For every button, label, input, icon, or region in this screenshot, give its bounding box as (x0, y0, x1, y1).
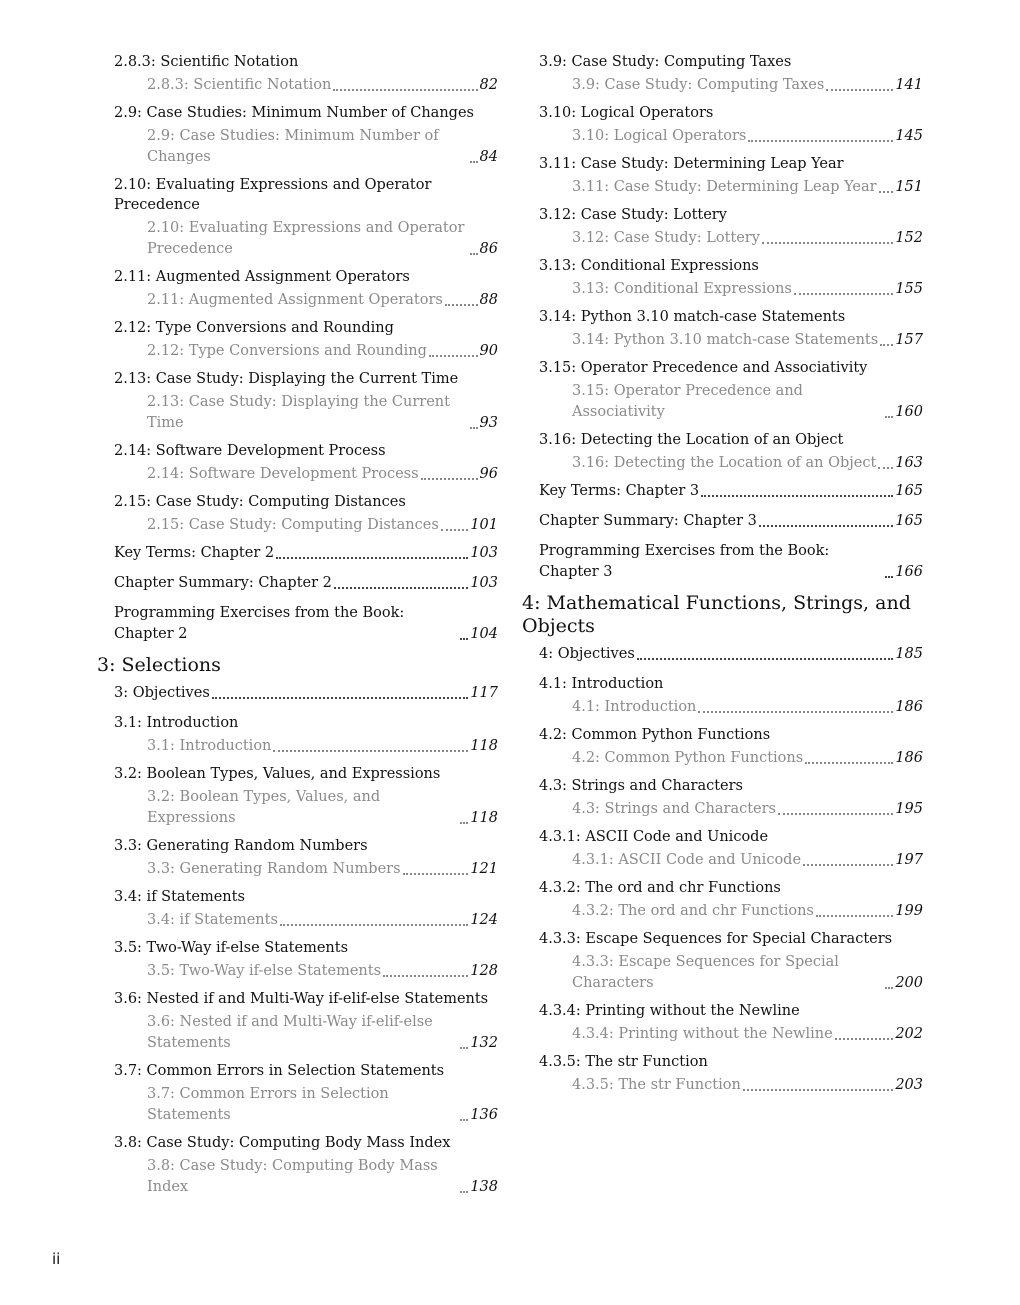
toc-entry-label: 4.1: Introduction (572, 699, 697, 715)
section-title: 3.13: Conditional Expressions (539, 258, 759, 274)
toc-page-number: 186 (895, 750, 923, 766)
dot-leader (470, 161, 478, 163)
toc-section (97, 267, 498, 311)
toc-page-number: 86 (479, 241, 498, 257)
section-title: 3.3: Generating Random Numbers (114, 838, 368, 854)
toc-section (97, 492, 498, 536)
toc-entry[interactable] (97, 1156, 498, 1198)
toc-entry-label: 4.3.1: ASCII Code and Unicode (572, 852, 802, 868)
toc-entry[interactable] (97, 961, 498, 982)
toc-page-number: 103 (470, 575, 498, 591)
toc-section (97, 1133, 498, 1198)
toc-entry[interactable] (97, 126, 498, 168)
toc-entry[interactable] (522, 177, 923, 198)
toc-section (97, 175, 498, 260)
toc-entry[interactable] (522, 511, 923, 532)
toc-page-number: 84 (479, 149, 498, 165)
dot-leader (880, 344, 893, 346)
toc-page-number: 117 (470, 685, 498, 701)
toc-page-number: 88 (479, 292, 498, 308)
section-title: 2.12: Type Conversions and Rounding (114, 320, 394, 336)
dot-leader (698, 711, 893, 713)
dot-leader (212, 697, 469, 699)
toc-page-number: 121 (470, 861, 498, 877)
toc-entry[interactable] (97, 603, 498, 645)
toc-entry-label: 3.9: Case Study: Computing Taxes (572, 77, 825, 93)
toc-page-number: 195 (895, 801, 923, 817)
toc-section (97, 369, 498, 434)
chapter-heading: 4: Mathematical Functions, Strings, and Objects (522, 592, 911, 637)
dot-leader (701, 495, 893, 497)
toc-page-number: 101 (470, 517, 498, 533)
dot-leader (280, 924, 468, 926)
toc-page-number: 90 (479, 343, 498, 359)
toc-entry[interactable] (97, 392, 498, 434)
toc-entry-label: 3.13: Conditional Expressions (572, 281, 792, 297)
toc-entry-label: 3.16: Detecting the Location of an Object (572, 455, 877, 471)
toc-entry[interactable] (97, 910, 498, 931)
toc-entry[interactable] (522, 541, 923, 583)
toc-section (97, 1061, 498, 1126)
toc-left-column (97, 50, 498, 1205)
toc-entry-label: Key Terms: Chapter 3 (539, 483, 700, 499)
section-title: 3.11: Case Study: Determining Leap Year (539, 156, 844, 172)
toc-page-number: 165 (895, 483, 923, 499)
toc-page-number: 141 (895, 77, 923, 93)
toc-page-number: 155 (895, 281, 923, 297)
toc-entry-label: 4.3.5: The str Function (572, 1077, 741, 1093)
toc-entry-label: 2.8.3: Scientific Notation (147, 77, 332, 93)
section-title: 4.3.1: ASCII Code and Unicode (539, 829, 769, 845)
section-title: 4.3: Strings and Characters (539, 778, 743, 794)
dot-leader (273, 750, 468, 752)
section-title: 4.2: Common Python Functions (539, 727, 771, 743)
toc-entry[interactable] (97, 515, 498, 536)
section-title: 2.14: Software Development Process (114, 443, 386, 459)
section-title: 3.2: Boolean Types, Values, and Expressions (114, 766, 441, 782)
toc-section (522, 103, 923, 147)
dot-leader (762, 242, 893, 244)
toc-right-column (522, 50, 923, 1103)
toc-section (97, 764, 498, 829)
dot-leader (441, 529, 469, 531)
dot-leader (826, 89, 893, 91)
section-title: 4.1: Introduction (539, 676, 664, 692)
dot-leader (778, 813, 893, 815)
toc-entry[interactable] (522, 1075, 923, 1096)
toc-entry[interactable] (522, 126, 923, 147)
section-title: 3.7: Common Errors in Selection Statements (114, 1063, 445, 1079)
dot-leader (460, 1191, 468, 1193)
toc-entry-label: 3.3: Generating Random Numbers (147, 861, 401, 877)
dot-leader (383, 975, 468, 977)
section-title: 4.3.5: The str Function (539, 1054, 708, 1070)
toc-entry[interactable] (522, 381, 923, 423)
toc-section (522, 358, 923, 423)
toc-entry[interactable] (522, 453, 923, 474)
toc-section (97, 318, 498, 362)
toc-section (522, 929, 923, 994)
toc-entry[interactable] (522, 850, 923, 871)
page-number: ii (52, 1250, 61, 1268)
dot-leader (759, 525, 893, 527)
section-title: 4.3.2: The ord and chr Functions (539, 880, 781, 896)
dot-leader (748, 140, 893, 142)
toc-entry-label: 2.13: Case Study: Displaying the Current Time (147, 394, 450, 431)
dot-leader (878, 467, 893, 469)
dot-leader (885, 987, 893, 989)
toc-entry-label: 3.15: Operator Precedence and Associativity (572, 383, 803, 420)
dot-leader (885, 576, 893, 578)
toc-page-number: 160 (895, 404, 923, 420)
toc-entry-label: 3.10: Logical Operators (572, 128, 747, 144)
section-title: 3.16: Detecting the Location of an Object (539, 432, 844, 448)
toc-section (522, 52, 923, 96)
toc-entry[interactable] (522, 75, 923, 96)
toc-entry[interactable] (97, 341, 498, 362)
toc-section (97, 713, 498, 757)
dot-leader (835, 1038, 894, 1040)
toc-entry[interactable] (522, 901, 923, 922)
toc-page-number: 200 (895, 975, 923, 991)
toc-entry[interactable] (522, 228, 923, 249)
toc-entry[interactable] (97, 1012, 498, 1054)
dot-leader (460, 822, 468, 824)
dot-leader (276, 557, 468, 559)
toc-entry-label: 4.3: Strings and Characters (572, 801, 776, 817)
toc-page-number: 96 (479, 466, 498, 482)
toc-page-number: 203 (895, 1077, 923, 1093)
toc-page-number: 185 (895, 646, 923, 662)
toc-entry-label: 2.15: Case Study: Computing Distances (147, 517, 439, 533)
toc-page-number: 202 (895, 1026, 923, 1042)
section-title: 3.4: if Statements (114, 889, 245, 905)
toc-entry-label: 3.1: Introduction (147, 738, 272, 754)
toc-page-number: 104 (470, 626, 498, 642)
dot-leader (421, 478, 478, 480)
toc-section (97, 103, 498, 168)
toc-entry[interactable] (522, 1024, 923, 1045)
toc-section (522, 1052, 923, 1096)
toc-entry[interactable] (97, 573, 498, 594)
toc-page-number: 124 (470, 912, 498, 928)
toc-entry-label: 2.12: Type Conversions and Rounding (147, 343, 427, 359)
dot-leader (460, 1119, 468, 1121)
section-title: 3.8: Case Study: Computing Body Mass Index (114, 1135, 451, 1151)
dot-leader (470, 253, 478, 255)
toc-entry[interactable] (97, 218, 498, 260)
toc-entry[interactable] (97, 736, 498, 757)
chapter-heading: 3: Selections (97, 654, 221, 676)
section-title: 3.9: Case Study: Computing Taxes (539, 54, 792, 70)
toc-entry-label: 4.2: Common Python Functions (572, 750, 804, 766)
section-title: 4.3.4: Printing without the Newline (539, 1003, 800, 1019)
toc-section (97, 836, 498, 880)
toc-page-number: 93 (479, 415, 498, 431)
toc-entry[interactable] (522, 799, 923, 820)
section-title: 3.14: Python 3.10 match-case Statements (539, 309, 846, 325)
dot-leader (879, 191, 894, 193)
toc-entry-label: 3.14: Python 3.10 match-case Statements (572, 332, 879, 348)
dot-leader (743, 1089, 894, 1091)
toc-page-number: 199 (895, 903, 923, 919)
toc-page-number: 118 (470, 810, 498, 826)
toc-page-number: 82 (479, 77, 498, 93)
toc-entry-label: 2.10: Evaluating Expressions and Operator Precedence (147, 220, 465, 257)
toc-section (97, 887, 498, 931)
toc-entry[interactable] (97, 75, 498, 96)
toc-section (522, 725, 923, 769)
toc-page-number: 197 (895, 852, 923, 868)
toc-section (522, 878, 923, 922)
toc-page-number: 132 (470, 1035, 498, 1051)
toc-page-number: 157 (895, 332, 923, 348)
section-title: 4.3.3: Escape Sequences for Special Characters (539, 931, 893, 947)
toc-section (97, 441, 498, 485)
toc-page-number: 152 (895, 230, 923, 246)
toc-section (522, 307, 923, 351)
toc-section (522, 674, 923, 718)
section-title: 2.8.3: Scientific Notation (114, 54, 299, 70)
toc-entry-label: 3.5: Two-Way if-else Statements (147, 963, 382, 979)
toc-section (522, 256, 923, 300)
dot-leader (334, 587, 468, 589)
section-title: 3.15: Operator Precedence and Associativity (539, 360, 868, 376)
toc-entry-label: Key Terms: Chapter 2 (114, 545, 275, 561)
toc-entry-label: 3.2: Boolean Types, Values, and Expressions (147, 789, 381, 826)
toc-entry-label: Chapter Summary: Chapter 3 (539, 513, 757, 529)
section-title: 2.11: Augmented Assignment Operators (114, 269, 410, 285)
toc-entry[interactable] (522, 748, 923, 769)
dot-leader (333, 89, 477, 91)
dot-leader (445, 304, 478, 306)
toc-section (97, 989, 498, 1054)
section-title: 3.12: Case Study: Lottery (539, 207, 727, 223)
toc-entry-label: Chapter Summary: Chapter 2 (114, 575, 332, 591)
toc-section (97, 938, 498, 982)
toc-page-number: 138 (470, 1179, 498, 1195)
toc-entry-label: 4: Objectives (539, 646, 635, 662)
dot-leader (805, 762, 893, 764)
toc-entry-label: 3.7: Common Errors in Selection Statements (147, 1086, 389, 1123)
section-title: 2.10: Evaluating Expressions and Operator Precedence (114, 177, 432, 213)
toc-entry[interactable] (97, 464, 498, 485)
toc-page-number: 151 (895, 179, 923, 195)
section-title: 3.5: Two-Way if-else Statements (114, 940, 349, 956)
toc-entry[interactable] (522, 697, 923, 718)
dot-leader (470, 427, 478, 429)
dot-leader (460, 1047, 468, 1049)
dot-leader (429, 355, 478, 357)
toc-page-number: 166 (895, 564, 923, 580)
dot-leader (403, 873, 469, 875)
section-title: 2.13: Case Study: Displaying the Current Time (114, 371, 459, 387)
toc-page-number: 136 (470, 1107, 498, 1123)
toc-page-number: 128 (470, 963, 498, 979)
toc-entry-label: 3: Objectives (114, 685, 210, 701)
toc-entry-label: 3.4: if Statements (147, 912, 278, 928)
section-title: 2.9: Case Studies: Minimum Number of Changes (114, 105, 474, 121)
toc-entry-label: 2.11: Augmented Assignment Operators (147, 292, 443, 308)
toc-section (522, 776, 923, 820)
toc-entry-label: 4.3.4: Printing without the Newline (572, 1026, 833, 1042)
dot-leader (803, 864, 893, 866)
toc-entry[interactable] (97, 859, 498, 880)
toc-section (97, 52, 498, 96)
toc-page-number: 103 (470, 545, 498, 561)
dot-leader (637, 658, 894, 660)
toc-entry-label: Programming Exercises from the Book: Chapter 2 (114, 605, 405, 642)
toc-page-number: 145 (895, 128, 923, 144)
toc-entry-label: 3.6: Nested if and Multi-Way if-elif-else Statements (147, 1014, 433, 1051)
dot-leader (794, 293, 893, 295)
toc-entry[interactable] (97, 290, 498, 311)
toc-page-number: 186 (895, 699, 923, 715)
toc-entry[interactable] (522, 481, 923, 502)
toc-entry[interactable] (97, 543, 498, 564)
toc-entry-label: 3.12: Case Study: Lottery (572, 230, 760, 246)
toc-entry[interactable] (97, 787, 498, 829)
toc-section (522, 205, 923, 249)
dot-leader (816, 915, 893, 917)
toc-entry[interactable] (522, 330, 923, 351)
toc-entry-label: 3.11: Case Study: Determining Leap Year (572, 179, 877, 195)
toc-entry[interactable] (522, 952, 923, 994)
dot-leader (460, 638, 468, 640)
section-title: 3.6: Nested if and Multi-Way if-elif-else Statements (114, 991, 489, 1007)
toc-entry[interactable] (522, 644, 923, 665)
toc-entry-label: 4.3.3: Escape Sequences for Special Characters (572, 954, 839, 991)
toc-entry-label: 2.9: Case Studies: Minimum Number of Changes (147, 128, 439, 165)
section-title: 2.15: Case Study: Computing Distances (114, 494, 406, 510)
toc-page-number: 118 (470, 738, 498, 754)
dot-leader (885, 416, 893, 418)
toc-entry[interactable] (97, 683, 498, 704)
toc-page-number: 165 (895, 513, 923, 529)
toc-entry[interactable] (522, 279, 923, 300)
section-title: 3.1: Introduction (114, 715, 239, 731)
toc-page-number: 163 (895, 455, 923, 471)
section-title: 3.10: Logical Operators (539, 105, 714, 121)
toc-entry-label: 3.8: Case Study: Computing Body Mass Index (147, 1158, 438, 1195)
toc-section (522, 430, 923, 474)
toc-section (522, 827, 923, 871)
toc-entry-label: Programming Exercises from the Book: Chapter 3 (539, 543, 830, 580)
toc-entry-label: 2.14: Software Development Process (147, 466, 419, 482)
toc-section (522, 1001, 923, 1045)
toc-entry-label: 4.3.2: The ord and chr Functions (572, 903, 814, 919)
toc-entry[interactable] (97, 1084, 498, 1126)
toc-section (522, 154, 923, 198)
